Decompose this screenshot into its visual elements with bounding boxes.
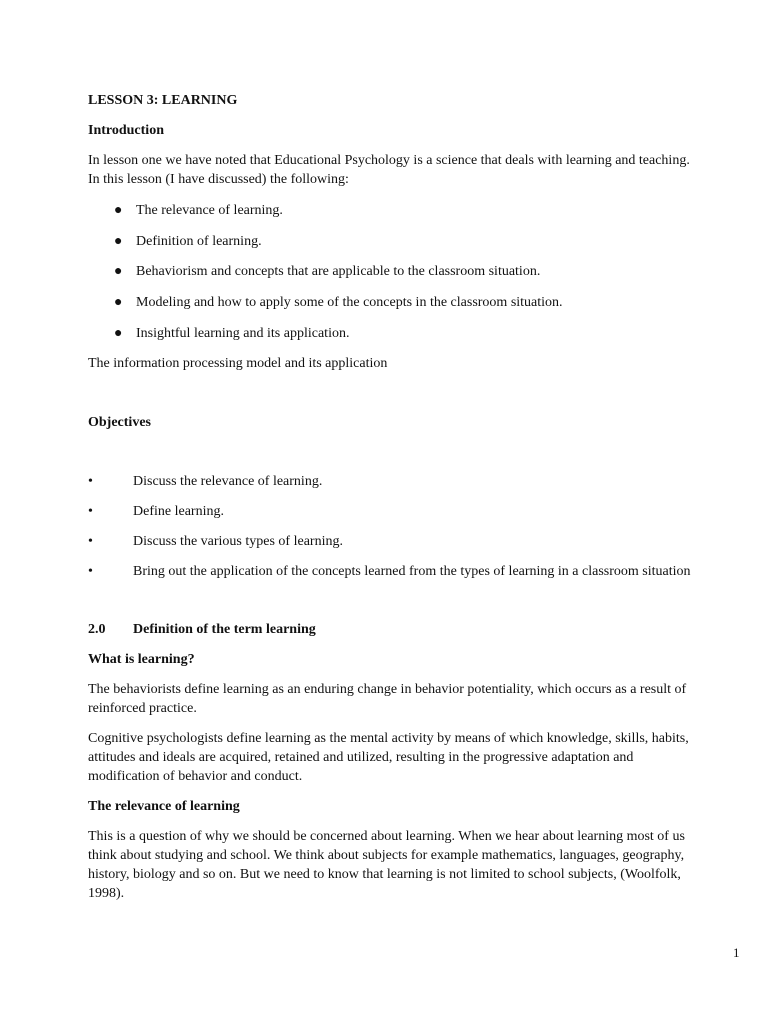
list-item: Discuss the various types of learning.	[133, 534, 343, 549]
list-item: Bring out the application of the concepts learned from the types of learning in a classroom situation	[133, 564, 691, 579]
introduction-paragraph-line-2: In this lesson (I have discussed) the following:	[88, 172, 349, 187]
list-item: Definition of learning.	[136, 234, 262, 249]
bullet-icon: ●	[114, 234, 123, 249]
relevance-paragraph-line-2: think about studying and school. We think about subjects for example mathematics, languages, geography,	[88, 848, 685, 863]
bullet-icon: •	[88, 564, 93, 579]
bullet-icon: ●	[114, 264, 123, 279]
list-item: Discuss the relevance of learning.	[133, 474, 323, 489]
what-is-learning-heading: What is learning?	[88, 652, 195, 667]
bullet-icon: ●	[114, 295, 123, 310]
bullet-icon: •	[88, 474, 93, 489]
bullet-icon: ●	[114, 326, 123, 341]
cognitive-paragraph-line-1: Cognitive psychologists define learning as the mental activity by means of which knowledge, skills, habits,	[88, 731, 689, 746]
list-item: Modeling and how to apply some of the concepts in the classroom situation.	[136, 295, 563, 310]
relevance-heading: The relevance of learning	[88, 799, 240, 814]
bullet-icon: •	[88, 504, 93, 519]
relevance-paragraph-line-1: This is a question of why we should be concerned about learning. When we hear about learning most of us	[88, 829, 685, 844]
cognitive-paragraph-line-2: attitudes and ideals are acquired, retained and utilized, resulting in the progressive adaptation and	[88, 750, 634, 765]
behaviorists-paragraph-line-2: reinforced practice.	[88, 701, 197, 716]
list-item: Insightful learning and its application.	[136, 326, 350, 341]
introduction-paragraph-line-1: In lesson one we have noted that Educational Psychology is a science that deals with learning and teaching.	[88, 153, 690, 168]
bullet-icon: •	[88, 534, 93, 549]
list-item: The relevance of learning.	[136, 203, 283, 218]
page-number: 1	[733, 945, 740, 960]
section-title: Definition of the term learning	[133, 622, 316, 637]
list-item: Behaviorism and concepts that are applicable to the classroom situation.	[136, 264, 541, 279]
lesson-title: LESSON 3: LEARNING	[88, 93, 238, 108]
introduction-closing: The information processing model and its application	[88, 356, 388, 371]
objectives-heading: Objectives	[88, 415, 151, 430]
cognitive-paragraph-line-3: modification of behavior and conduct.	[88, 769, 303, 784]
relevance-paragraph-line-3: history, biology and so on. But we need to know that learning is not limited to school subjects, (Woolfolk,	[88, 867, 681, 882]
introduction-heading: Introduction	[88, 123, 164, 138]
relevance-paragraph-line-4: 1998).	[88, 886, 125, 901]
behaviorists-paragraph-line-1: The behaviorists define learning as an enduring change in behavior potentiality, which occurs as a result of	[88, 682, 687, 697]
list-item: Define learning.	[133, 504, 224, 519]
bullet-icon: ●	[114, 203, 123, 218]
section-number: 2.0	[88, 622, 106, 637]
